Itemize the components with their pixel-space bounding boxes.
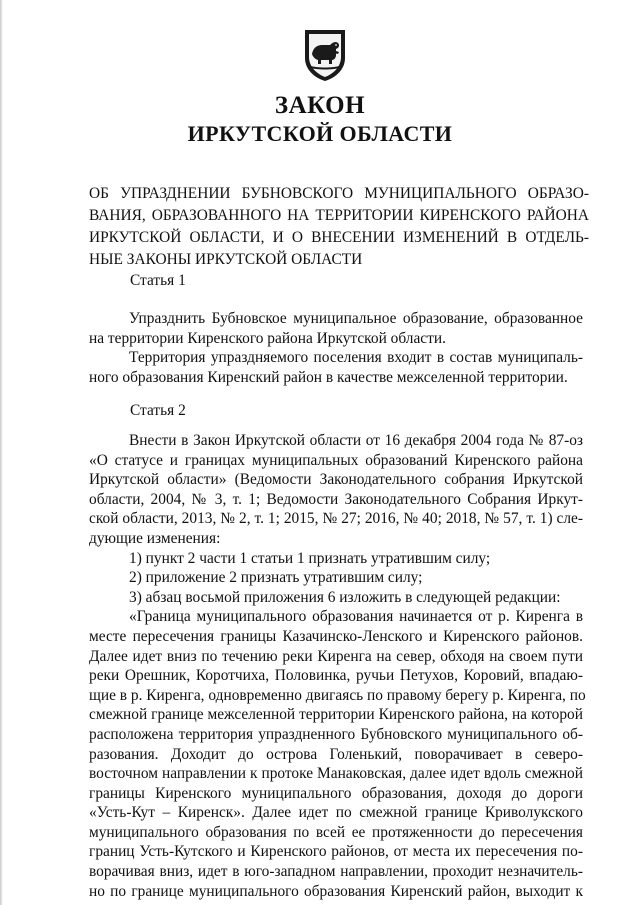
law-title: ЗАКОН <box>274 92 366 119</box>
coat-of-arms-icon <box>303 28 347 82</box>
list-item: 1) пункт 2 части 1 статьи 1 признать утратившим силу; <box>129 549 491 567</box>
paragraph-line: Далее идет вниз по течению реки Киренга на север, обходя на своем пути <box>89 647 583 665</box>
article-2-label: Статья 2 <box>130 402 186 419</box>
article-1-body <box>89 309 583 387</box>
paragraph-line: ворачивая вниз, идет в юго-западном направлении, проходит незначитель- <box>89 863 583 881</box>
region-title: ИРКУТСКОЙ ОБЛАСТИ <box>187 121 453 146</box>
paragraph-line: восточном направлении к протоке Манаковская, далее идет вдоль смежной <box>89 765 583 783</box>
paragraph-line: «О статусе и границах муниципальных образований Киренского района <box>89 451 583 469</box>
paragraph-line: дующие изменения: <box>89 529 221 547</box>
paragraph-line: ской области, 2013, № 2, т. 1; 2015, № 27; 2016, № 40; 2018, № 57, т. 1) сле- <box>89 510 583 528</box>
paragraph-line: разования. Доходит до острова Голенький, поворачивает в северо- <box>89 745 583 763</box>
paragraph-line: щие в р. Киренга, одновременно двигаясь по правому берегу р. Киренга, по <box>89 686 586 704</box>
paragraph-line: Упразднить Бубновское муниципальное образование, образованное <box>129 310 583 327</box>
list-item: 2) приложение 2 признать утратившим силу; <box>129 569 423 587</box>
paragraph-line: муниципального образования по всей ее протяженности до пересечения <box>89 823 583 841</box>
heading-line: НЫЕ ЗАКОНЫ ИРКУТСКОЙ ОБЛАСТИ <box>89 251 363 268</box>
paragraph-line: месте пересечения границы Казачинско-Ленского и Киренского районов. <box>89 627 583 645</box>
paragraph-line: но по границе муниципального образования Киренский район, выходит к <box>89 882 583 900</box>
list-item: 3) абзац восьмой приложения 6 изложить в следующей редакции: <box>129 588 561 606</box>
article-2-body <box>89 431 586 901</box>
paragraph-line: Территория упраздняемого поселения входит в состав муниципаль- <box>129 349 583 367</box>
paragraph-line: расположена территория упраздненного Бубновского муниципального об- <box>89 725 583 743</box>
paragraph-line: границы Киренского муниципального образования, доходя до дороги <box>89 784 583 802</box>
paragraph-line: Иркутской области» (Ведомости Законодательного собрания Иркутской <box>89 471 583 489</box>
law-heading <box>89 183 589 271</box>
paragraph-line: «Усть-Кут – Киренск». Далее идет по смежной границе Криволукского <box>89 804 583 822</box>
paragraph-line: смежной границе межселенной территории Киренского района, на которой <box>89 706 583 724</box>
paragraph-line: «Граница муниципального образования начинается от р. Киренга в <box>129 608 583 626</box>
heading-line: ВАНИЯ, ОБРАЗОВАННОГО НА ТЕРРИТОРИИ КИРЕНСКОГО РАЙОНА <box>89 207 589 224</box>
paragraph-line: Внести в Закон Иркутской области от 16 декабря 2004 года № 87-оз <box>129 432 583 449</box>
paragraph-line: области, 2004, № 3, т. 1; Ведомости Законодательного Собрания Иркут- <box>89 490 583 508</box>
heading-line: ИРКУТСКОЙ ОБЛАСТИ, И О ВНЕСЕНИИ ИЗМЕНЕНИЙ В ОТДЕЛЬ- <box>89 229 589 246</box>
heading-line: ОБ УПРАЗДНЕНИИ БУБНОВСКОГО МУНИЦИПАЛЬНОГО ОБРАЗО- <box>89 185 589 202</box>
paragraph-line: границ Усть-Кутского и Киренского районов, от места их пересечения по- <box>89 843 583 861</box>
article-1-label: Статья 1 <box>130 272 186 289</box>
paragraph-line: реки Орешник, Коротчиха, Половинка, ручьи Петухов, Коровий, впадаю- <box>89 667 583 685</box>
paragraph-line: на территории Киренского района Иркутской области. <box>89 329 446 347</box>
paragraph-line: ного образования Киренский район в качестве межселенной территории. <box>89 368 568 386</box>
